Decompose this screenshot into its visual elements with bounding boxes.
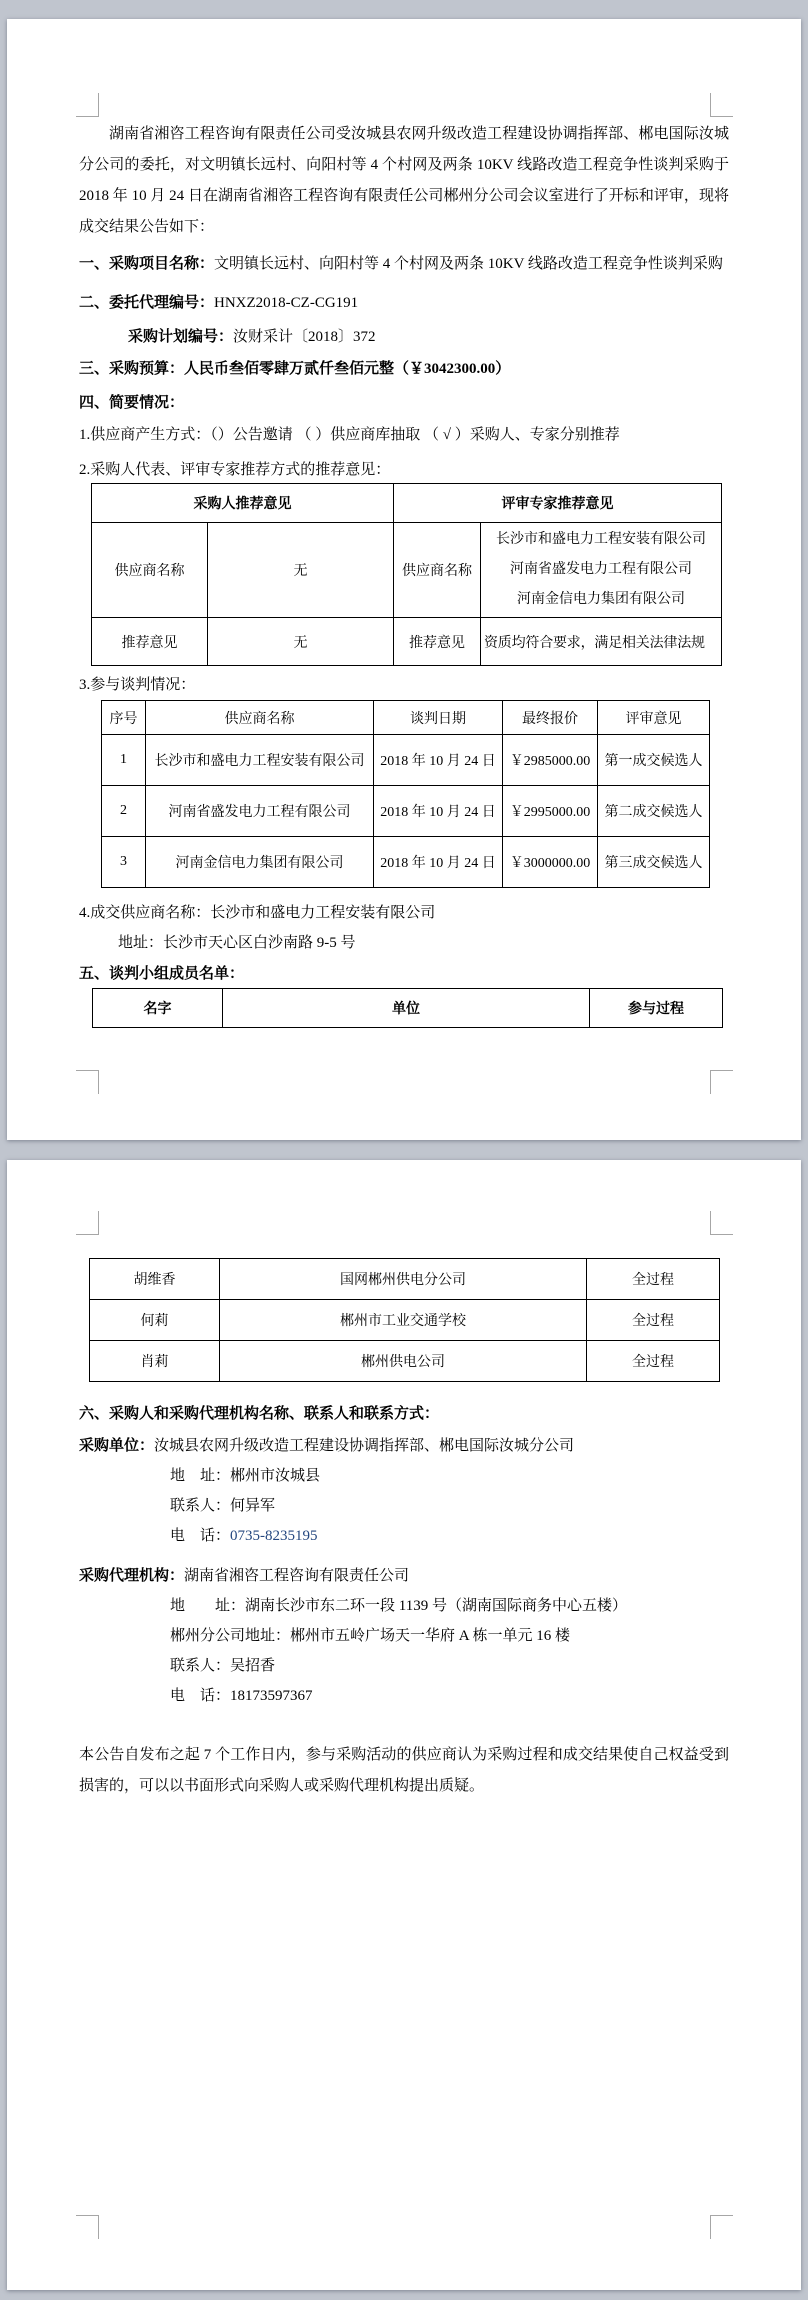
panel2-name: 何莉: [90, 1300, 220, 1341]
section-3-value: 人民币叁佰零肆万贰仟叁佰元整（￥3042300.00）: [184, 361, 511, 377]
purchaser-address-label: 地 址：: [170, 1468, 231, 1484]
negotiation-header-seq: 序号: [102, 701, 146, 735]
agency-phone-line: [170, 1685, 729, 1707]
agency-contact-label: 联系人：: [170, 1658, 231, 1674]
panel-row-2: [90, 1300, 720, 1341]
section-1-line: [79, 253, 729, 275]
intro-paragraph: 湖南省湘咨工程咨询有限责任公司受汝城县农网升级改造工程建设协调指挥部、郴电国际汝城分公司的委托，对文明镇长远村、向阳村等 4 个村网及两条 10KV 线路改造工程竞争性谈判采购于 2018 年 10 月 24 日在湖南省湘咨工程咨询有限责任公司郴州分公司会议室进行了开标和评审，现将成交结果公告如下：: [79, 126, 729, 235]
expert-recommend-header: 评审专家推荐意见: [394, 484, 722, 523]
recommend-table: [91, 483, 722, 666]
purchaser-label: 采购单位：: [79, 1438, 155, 1454]
purchaser-contact-label: 联系人：: [170, 1498, 231, 1514]
agency-name: 湖南省湘咨工程咨询有限责任公司: [184, 1568, 410, 1584]
margin-mark-bottom-left: [76, 2215, 99, 2239]
panel3-process: 全过程: [587, 1341, 720, 1382]
negotiation-row-3: [102, 837, 710, 888]
section-5-line: [79, 963, 729, 985]
section-6-line: 六、采购人和采购代理机构名称、联系人和联系方式：: [79, 1406, 440, 1422]
agency-line: [79, 1565, 729, 1587]
expert-supplier-1: 长沙市和盛电力工程安装有限公司: [496, 532, 706, 547]
panel3-unit: 郴州供电公司: [220, 1341, 587, 1382]
section-4-line: [79, 392, 729, 414]
agency-branch-line: [170, 1625, 729, 1647]
margin-mark-top-left: [76, 1211, 99, 1235]
purchaser-line: [79, 1435, 729, 1457]
agency-block: [79, 1565, 729, 1707]
winner-value: 长沙市和盛电力工程安装有限公司: [210, 905, 436, 921]
plan-number-label: 采购计划编号：: [128, 329, 234, 345]
panel2-process: 全过程: [587, 1300, 720, 1341]
negotiation-table: [101, 700, 710, 888]
margin-mark-bottom-right: [710, 1070, 733, 1094]
row2-supplier: 河南省盛发电力工程有限公司: [146, 786, 374, 837]
agency-address-line: [170, 1595, 729, 1617]
purchaser-contact-value: 何异军: [230, 1498, 276, 1514]
page-1-content: [7, 19, 801, 1140]
purchaser-block: [79, 1435, 729, 1547]
panel-header-row: [93, 989, 723, 1028]
panel1-name: 胡维香: [90, 1259, 220, 1300]
row2-date: 2018 年 10 月 24 日: [374, 786, 503, 837]
opinion-label-right: 推荐意见: [394, 618, 481, 666]
page-1: [7, 19, 801, 1140]
negotiation-header-supplier: 供应商名称: [146, 701, 374, 735]
agency-phone-value: 18173597367: [230, 1688, 313, 1704]
purchaser-address-line: [170, 1465, 729, 1487]
row3-date: 2018 年 10 月 24 日: [374, 837, 503, 888]
winner-address-line: [118, 932, 729, 954]
row2-opinion: 第二成交候选人: [598, 786, 710, 837]
panel-row-3: [90, 1341, 720, 1382]
row3-seq: 3: [102, 837, 146, 888]
purchaser-phone-line: [170, 1525, 729, 1547]
page-2-content: [7, 1160, 801, 2290]
recommend-intro-line: 2.采购人代表、评审专家推荐方式的推荐意见：: [79, 462, 391, 478]
section-5-label: 五、谈判小组成员名单：: [79, 966, 245, 982]
section-3-label: 三、采购预算：: [79, 361, 185, 377]
supplier-name-row: [92, 523, 722, 618]
row3-supplier: 河南金信电力集团有限公司: [146, 837, 374, 888]
plan-number-value: 汝财采计〔2018〕372: [233, 329, 376, 345]
opinion-value-right: 资质均符合要求，满足相关法律法规: [481, 618, 722, 666]
panel2-unit: 郴州市工业交通学校: [220, 1300, 587, 1341]
purchaser-contact-line: [170, 1495, 729, 1517]
margin-mark-bottom-left: [76, 1070, 99, 1094]
margin-mark-top-right: [710, 93, 733, 117]
row1-price: ￥2985000.00: [503, 735, 598, 786]
negotiation-row-2: [102, 786, 710, 837]
purchaser-name: 汝城县农网升级改造工程建设协调指挥部、郴电国际汝城分公司: [154, 1438, 575, 1454]
panel3-name: 肖莉: [90, 1341, 220, 1382]
recommend-table-header-row: [92, 484, 722, 523]
expert-supplier-list: [481, 523, 722, 618]
supplier-origin-line: 1.供应商产生方式：（）公告邀请 （ ）供应商库抽取 （ √ ）采购人、专家分别推荐: [79, 427, 620, 443]
row1-seq: 1: [102, 735, 146, 786]
opinion-label-left: 推荐意见: [92, 618, 208, 666]
purchaser-phone-label: 电 话：: [170, 1528, 231, 1544]
notice-paragraph: 本公告自发布之起 7 个工作日内，参与采购活动的供应商认为采购过程和成交结果使自己权益受到损害的，可以以书面形式向采购人或采购代理机构提出质疑。: [79, 1747, 729, 1794]
purchaser-phone-value: 0735-8235195: [230, 1528, 318, 1544]
winner-address-value: 长沙市天心区白沙南路 9-5 号: [163, 935, 356, 951]
panel-row-1: [90, 1259, 720, 1300]
agency-label: 采购代理机构：: [79, 1568, 185, 1584]
margin-mark-bottom-right: [710, 2215, 733, 2239]
panel-table-header: [92, 988, 723, 1028]
panel-header-process: 参与过程: [590, 989, 723, 1028]
supplier-label-right: 供应商名称: [394, 523, 481, 618]
agency-address-label: 地 址：: [170, 1598, 246, 1614]
expert-supplier-2: 河南省盛发电力工程有限公司: [510, 562, 692, 577]
recommend-opinion-row: [92, 618, 722, 666]
agency-branch-label: 郴州分公司地址：: [170, 1628, 291, 1644]
margin-mark-top-right: [710, 1211, 733, 1235]
section-2-label: 二、委托代理编号：: [79, 295, 215, 311]
supplier-label-left: 供应商名称: [92, 523, 208, 618]
panel1-unit: 国网郴州供电分公司: [220, 1259, 587, 1300]
row3-price: ￥3000000.00: [503, 837, 598, 888]
agency-contact-line: [170, 1655, 729, 1677]
row2-seq: 2: [102, 786, 146, 837]
negotiation-row-1: [102, 735, 710, 786]
panel-header-name: 名字: [93, 989, 223, 1028]
winner-line: [79, 902, 729, 924]
section-1-label: 一、采购项目名称：: [79, 256, 215, 272]
negotiation-intro-line: 3.参与谈判情况：: [79, 677, 196, 693]
negotiation-header-price: 最终报价: [503, 701, 598, 735]
panel-header-unit: 单位: [223, 989, 590, 1028]
negotiation-header-opinion: 评审意见: [598, 701, 710, 735]
section-4-label: 四、简要情况：: [79, 395, 185, 411]
plan-number-line: [128, 326, 729, 348]
panel-table: [89, 1258, 720, 1382]
section-2-value: HNXZ2018-CZ-CG191: [214, 295, 359, 311]
section-2-line: [79, 292, 729, 314]
agency-phone-label: 电 话：: [170, 1688, 231, 1704]
expert-supplier-3: 河南金信电力集团有限公司: [517, 592, 685, 607]
section-1-value: 文明镇长远村、向阳村等 4 个村网及两条 10KV 线路改造工程竞争性谈判采购: [214, 256, 723, 272]
supplier-value-left: 无: [208, 523, 394, 618]
row3-opinion: 第三成交候选人: [598, 837, 710, 888]
page-2: [7, 1160, 801, 2290]
agency-address-value: 湖南长沙市东二环一段 1139 号（湖南国际商务中心五楼）: [245, 1598, 627, 1614]
winner-label: 4.成交供应商名称：: [79, 905, 211, 921]
opinion-value-left: 无: [208, 618, 394, 666]
panel1-process: 全过程: [587, 1259, 720, 1300]
row2-price: ￥2995000.00: [503, 786, 598, 837]
row1-date: 2018 年 10 月 24 日: [374, 735, 503, 786]
purchaser-address-value: 郴州市汝城县: [230, 1468, 321, 1484]
margin-mark-top-left: [76, 93, 99, 117]
negotiation-header-row: [102, 701, 710, 735]
section-3-line: [79, 358, 729, 380]
agency-branch-value: 郴州市五岭广场天一华府 A 栋一单元 16 楼: [290, 1628, 571, 1644]
winner-address-label: 地址：: [118, 935, 164, 951]
row1-supplier: 长沙市和盛电力工程安装有限公司: [146, 735, 374, 786]
purchaser-recommend-header: 采购人推荐意见: [92, 484, 394, 523]
row1-opinion: 第一成交候选人: [598, 735, 710, 786]
agency-contact-value: 吴招香: [230, 1658, 276, 1674]
negotiation-header-date: 谈判日期: [374, 701, 503, 735]
